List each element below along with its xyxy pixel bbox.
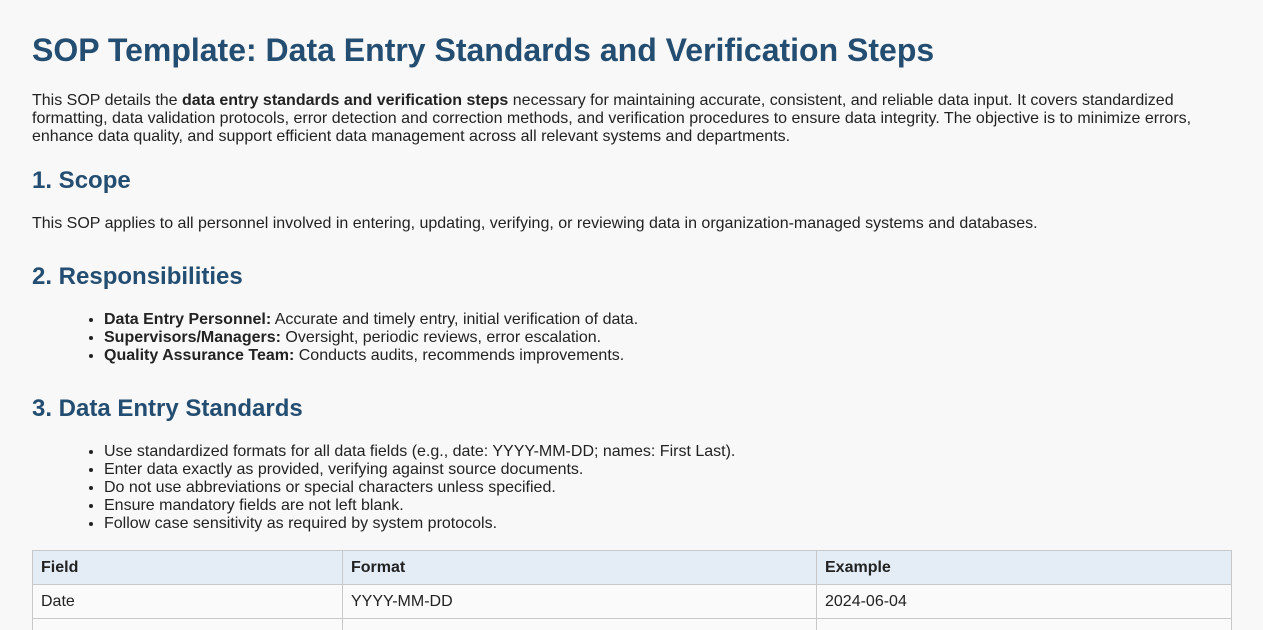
intro-text-after: necessary for maintaining accurate, consistent, and reliable data input. It covers standardized formatting, data validation protocols, error detection and correction methods, and verification procedures to ensure data integrity. The objective is to minimize errors, enhance data quality, and support efficient data management across all relevant systems and departments. (32, 92, 1192, 145)
table-cell: Date (33, 585, 343, 619)
page-title: SOP Template: Data Entry Standards and Verification Steps (32, 32, 935, 68)
responsibilities-heading: 2. Responsibilities (32, 263, 243, 290)
responsibilities-list (32, 311, 1231, 365)
column-header-field: Field (33, 551, 343, 585)
table-cell (343, 619, 817, 630)
scope-heading: 1. Scope (32, 167, 131, 194)
role-description: Accurate and timely entry, initial verification of data. (271, 311, 639, 328)
role-label: Quality Assurance Team: (104, 347, 295, 364)
list-item (104, 329, 1231, 347)
column-header-format: Format (343, 551, 817, 585)
standards-section (32, 394, 1231, 630)
list-item: • Ensure mandatory fields are not left blank. (104, 497, 1231, 515)
intro-paragraph (32, 92, 1202, 146)
table-row (33, 585, 1232, 619)
table-header-row (33, 551, 1232, 585)
responsibilities-section (32, 262, 1231, 365)
standards-heading: 3. Data Entry Standards (32, 395, 303, 422)
table-cell (33, 619, 343, 630)
list-item (104, 311, 1231, 329)
table-row (33, 619, 1232, 630)
table-cell: 2024-06-04 (817, 585, 1232, 619)
list-item: • Use standardized formats for all data fields (e.g., date: YYYY-MM-DD; names: First Last). (104, 443, 1231, 461)
intro-text-bold: data entry standards and verification steps (182, 92, 509, 109)
table-cell: YYYY-MM-DD (343, 585, 817, 619)
list-item: • Do not use abbreviations or special characters unless specified. (104, 479, 1231, 497)
intro-text-before: This SOP details the (32, 92, 182, 109)
column-header-example: Example (817, 551, 1232, 585)
scope-section (32, 166, 1231, 233)
list-item: • Enter data exactly as provided, verifying against source documents. (104, 461, 1231, 479)
role-label: Supervisors/Managers: (104, 329, 281, 346)
list-item: • Follow case sensitivity as required by system protocols. (104, 515, 1231, 533)
role-description: Conducts audits, recommends improvements. (294, 347, 625, 364)
format-table (32, 550, 1232, 630)
scope-text: This SOP applies to all personnel involved in entering, updating, verifying, or reviewing data in organization-managed systems and databases. (32, 215, 1038, 232)
standards-list (32, 443, 1231, 533)
role-label: Data Entry Personnel: (104, 311, 272, 328)
role-description: Oversight, periodic reviews, error escalation. (280, 329, 602, 346)
table-cell (817, 619, 1232, 630)
list-item (104, 347, 1231, 365)
